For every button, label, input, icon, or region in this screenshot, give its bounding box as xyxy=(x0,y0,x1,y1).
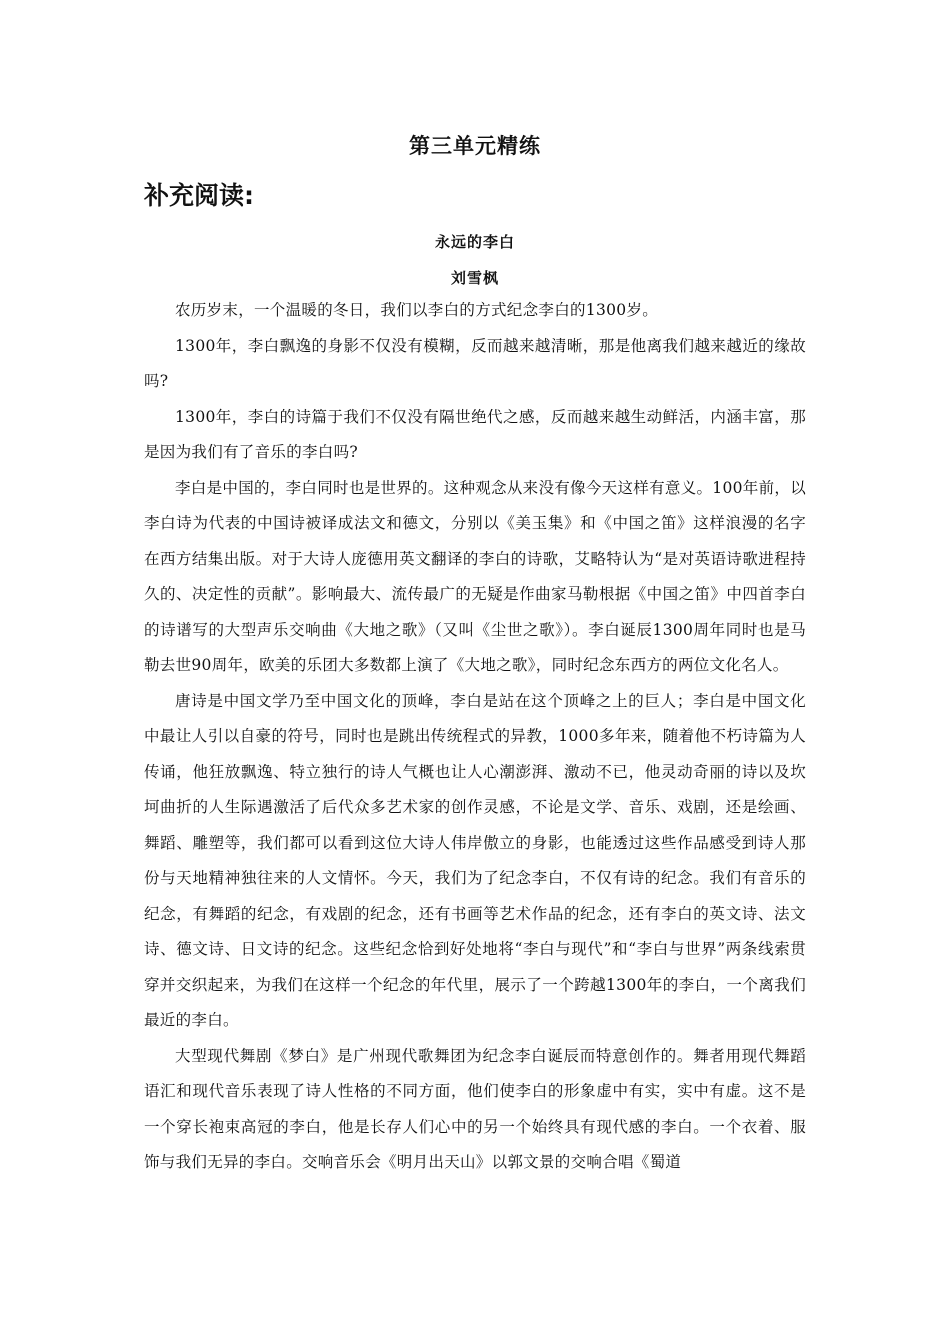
paragraph: 李白是中国的，李白同时也是世界的。这种观念从来没有像今天这样有意义。100年前，以李白诗为代表的中国诗被译成法文和德文，分别以《美玉集》和《中国之笛》这样浪漫的名字在西方结集出版。对于大诗人庞德用英文翻译的李白的诗歌，艾略特认为“是对英语诗歌进程持久的、决定性的贡献”。影响最大、流传最广的无疑是作曲家马勒根据《中国之笛》中四首李白的诗谱写的大型声乐交响曲《大地之歌》（又叫《尘世之歌》）。李白诞辰1300周年同时也是马勒去世90周年，欧美的乐团大多数都上演了《大地之歌》，同时纪念东西方的两位文化名人。 xyxy=(144,478,806,674)
article-body xyxy=(144,293,806,1181)
paragraph: 大型现代舞剧《梦白》是广州现代歌舞团为纪念李白诞辰而特意创作的。舞者用现代舞蹈语汇和现代音乐表现了诗人性格的不同方面，他们使李白的形象虚中有实，实中有虚。这不是一个穿长袍束高冠的李白，他是长存人们心中的另一个始终具有现代感的李白。一个衣着、服饰与我们无异的李白。交响音乐会《明月出天山》以郭文景的交响合唱《蜀道 xyxy=(144,1046,806,1171)
article-author: 刘雪枫 xyxy=(450,269,499,287)
article-title: 永远的李白 xyxy=(434,233,515,251)
paragraph: 农历岁末，一个温暖的冬日，我们以李白的方式纪念李白的1300岁。 xyxy=(175,301,659,319)
unit-title: 第三单元精练 xyxy=(409,134,541,158)
paragraph: 1300年，李白飘逸的身影不仅没有模糊，反而越来越清晰，那是他离我们越来越近的缘故吗? xyxy=(144,336,806,390)
paragraph: 唐诗是中国文学乃至中国文化的顶峰，李白是站在这个顶峰之上的巨人；李白是中国文化中最让人引以自豪的符号，同时也是跳出传统程式的异教，1000多年来，随着他不朽诗篇为人传诵，他狂放飘逸、特立独行的诗人气概也让人心潮澎湃、激动不已，他灵动奇丽的诗以及坎坷曲折的人生际遇激活了后代众多艺术家的创作灵感，不论是文学、音乐、戏剧，还是绘画、舞蹈、雕塑等，我们都可以看到这位大诗人伟岸傲立的身影，也能透过这些作品感受到诗人那份与天地精神独往来的人文情怀。今天，我们为了纪念李白，不仅有诗的纪念。我们有音乐的纪念，有舞蹈的纪念，有戏剧的纪念，还有书画等艺术作品的纪念，还有李白的英文诗、法文诗、德文诗、日文诗的纪念。这些纪念恰到好处地将“李白与现代”和“李白与世界”两条线索贯穿并交织起来，为我们在这样一个纪念的年代里，展示了一个跨越1300年的李白，一个离我们最近的李白。 xyxy=(144,691,806,1029)
paragraph: 1300年，李白的诗篇于我们不仅没有隔世绝代之感，反而越来越生动鲜活，内涵丰富，那是因为我们有了音乐的李白吗? xyxy=(144,407,806,461)
section-title: 补充阅读: xyxy=(144,181,254,210)
